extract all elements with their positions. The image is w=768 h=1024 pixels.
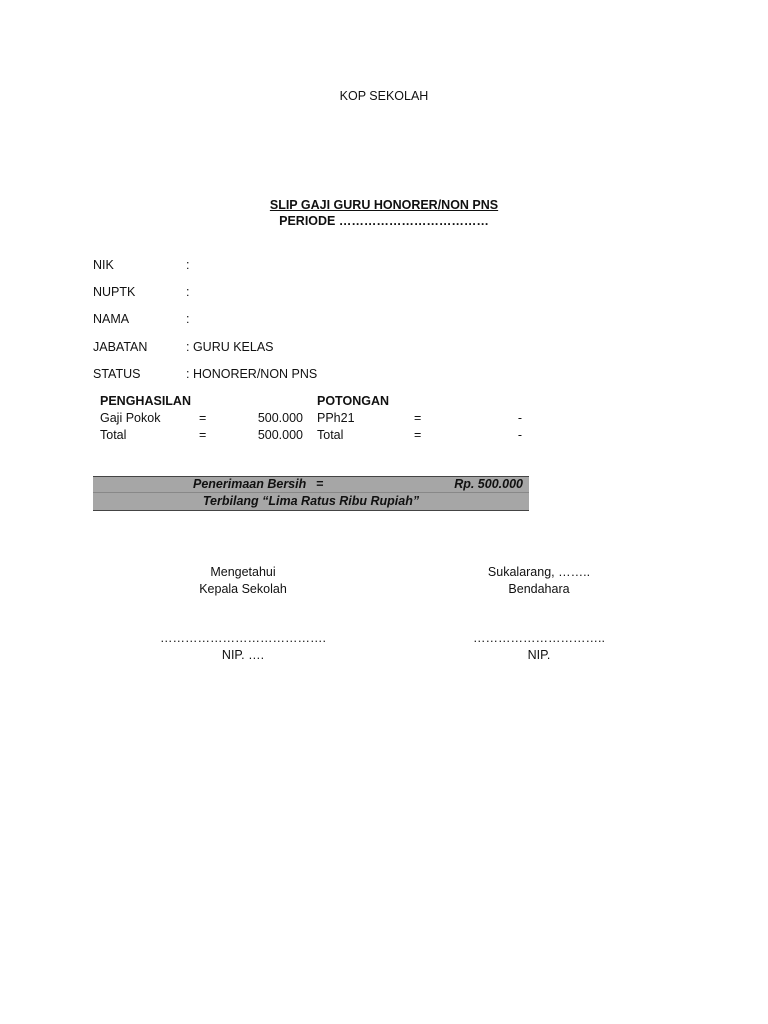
identity-label-nik: NIK: [93, 258, 114, 272]
identity-label-status: STATUS: [93, 367, 141, 381]
terbilang-text: Terbilang “Lima Ratus Ribu Rupiah”: [202, 494, 420, 508]
signature-right-dots: …………………………..: [473, 631, 605, 645]
potongan-value-pph21: -: [517, 411, 522, 425]
identity-value-jabatan: : GURU KELAS: [186, 340, 274, 354]
slip-title: SLIP GAJI GURU HONORER/NON PNS: [269, 198, 499, 212]
penghasilan-label-gaji-pokok: Gaji Pokok: [100, 411, 161, 425]
periode: PERIODE ………………………………: [279, 214, 489, 228]
identity-label-nuptk: NUPTK: [93, 285, 136, 299]
identity-label-jabatan: JABATAN: [93, 340, 148, 354]
signature-left-line1: Mengetahui: [210, 565, 276, 579]
net-pay-value: Rp. 500.000: [454, 477, 523, 491]
potongan-eq-total: =: [414, 428, 422, 442]
potongan-heading: POTONGAN: [317, 394, 389, 408]
signature-left-dots: ………………………………….: [160, 631, 326, 645]
penghasilan-eq-total: =: [199, 428, 207, 442]
penghasilan-value-gaji-pokok: 500.000: [257, 411, 303, 425]
signature-left-nip: NIP. ….: [221, 648, 265, 662]
penghasilan-value-total: 500.000: [257, 428, 303, 442]
potongan-value-total: -: [517, 428, 522, 442]
potongan-eq-pph21: =: [414, 411, 422, 425]
net-pay-label: Penerimaan Bersih: [193, 477, 307, 491]
kop-sekolah: KOP SEKOLAH: [339, 89, 429, 103]
signature-right-line2: Bendahara: [508, 582, 570, 596]
identity-value-nik: :: [186, 258, 190, 272]
identity-value-nama: :: [186, 312, 190, 326]
penghasilan-label-total: Total: [100, 428, 127, 442]
penghasilan-eq-gaji-pokok: =: [199, 411, 207, 425]
identity-value-status: : HONORER/NON PNS: [186, 367, 318, 381]
net-pay-eq: =: [316, 477, 324, 491]
identity-label-nama: NAMA: [93, 312, 130, 326]
potongan-label-total: Total: [317, 428, 344, 442]
identity-value-nuptk: :: [186, 285, 190, 299]
penghasilan-heading: PENGHASILAN: [100, 394, 191, 408]
signature-right-line1: Sukalarang, ……..: [487, 565, 591, 579]
signature-left-line2: Kepala Sekolah: [199, 582, 287, 596]
potongan-label-pph21: PPh21: [317, 411, 355, 425]
signature-right-nip: NIP.: [527, 648, 551, 662]
